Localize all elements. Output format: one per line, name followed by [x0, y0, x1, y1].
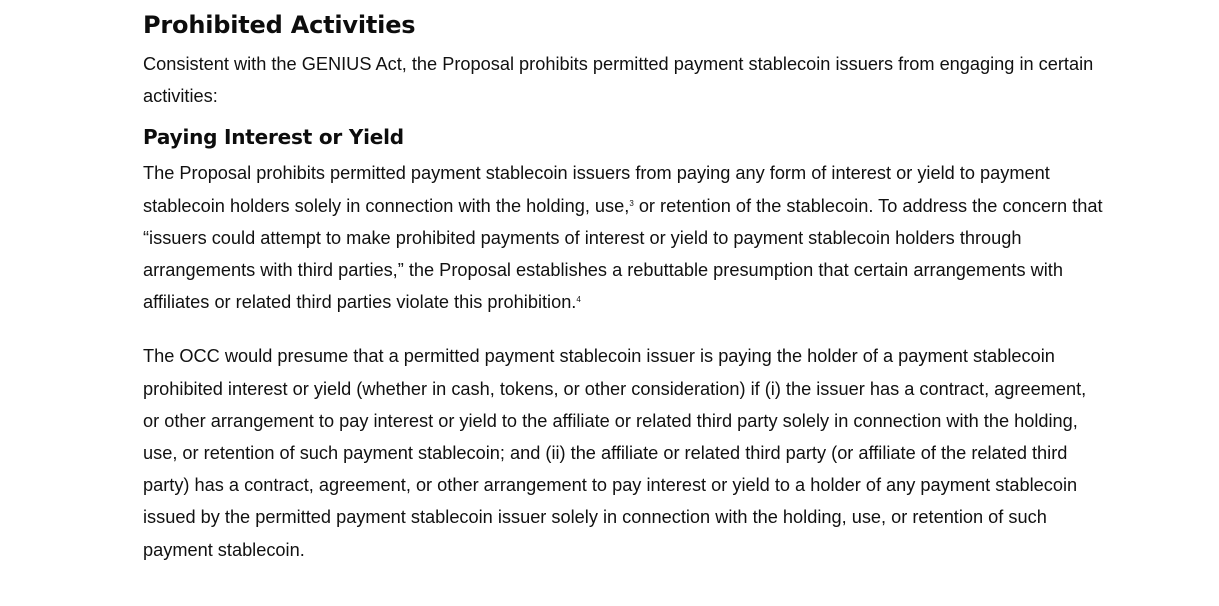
interest-yield-paragraph: [143, 157, 1103, 318]
paragraph-text-part2: or retention of the stablecoin. To address the concern that “issuers could attempt to make prohibited payments of interest or yield to payment stablecoin holders through arrangements with third parties,” the Proposal establishes a rebuttable presumption that certain arrangements with affiliates or related third parties violate this prohibition.: [143, 195, 1103, 313]
intro-paragraph: Consistent with the GENIUS Act, the Proposal prohibits permitted payment stablecoin issuers from engaging in certain activities:: [143, 54, 1094, 107]
presumption-paragraph: The OCC would presume that a permitted payment stablecoin issuer is paying the holder of a payment stablecoin prohibited interest or yield (whether in cash, tokens, or other consideration) if (i) the issuer has a contract, agreement, or other arrangement to pay interest or yield to the affiliate or related third party solely in connection with the holding, use, or retention of such payment stablecoin; and (ii) the affiliate or related third party (or affiliate of the related third party) has a contract, agreement, or other arrangement to pay interest or yield to a holder of any payment stablecoin issued by the permitted payment stablecoin issuer solely in connection with the holding, use, or retention of such payment stablecoin.: [143, 346, 1087, 560]
document-page: [143, 8, 1103, 566]
section-heading: Prohibited Activities: [143, 11, 416, 39]
footnote-reference-3[interactable]: 3: [629, 198, 634, 208]
paragraph-text-part1: The Proposal prohibits permitted payment stablecoin issuers from paying any form of interest or yield to payment stablecoin holders solely in connection with the holding, use,: [143, 163, 1050, 216]
subsection-heading: Paying Interest or Yield: [143, 125, 404, 150]
footnote-reference-4[interactable]: 4: [576, 295, 581, 305]
